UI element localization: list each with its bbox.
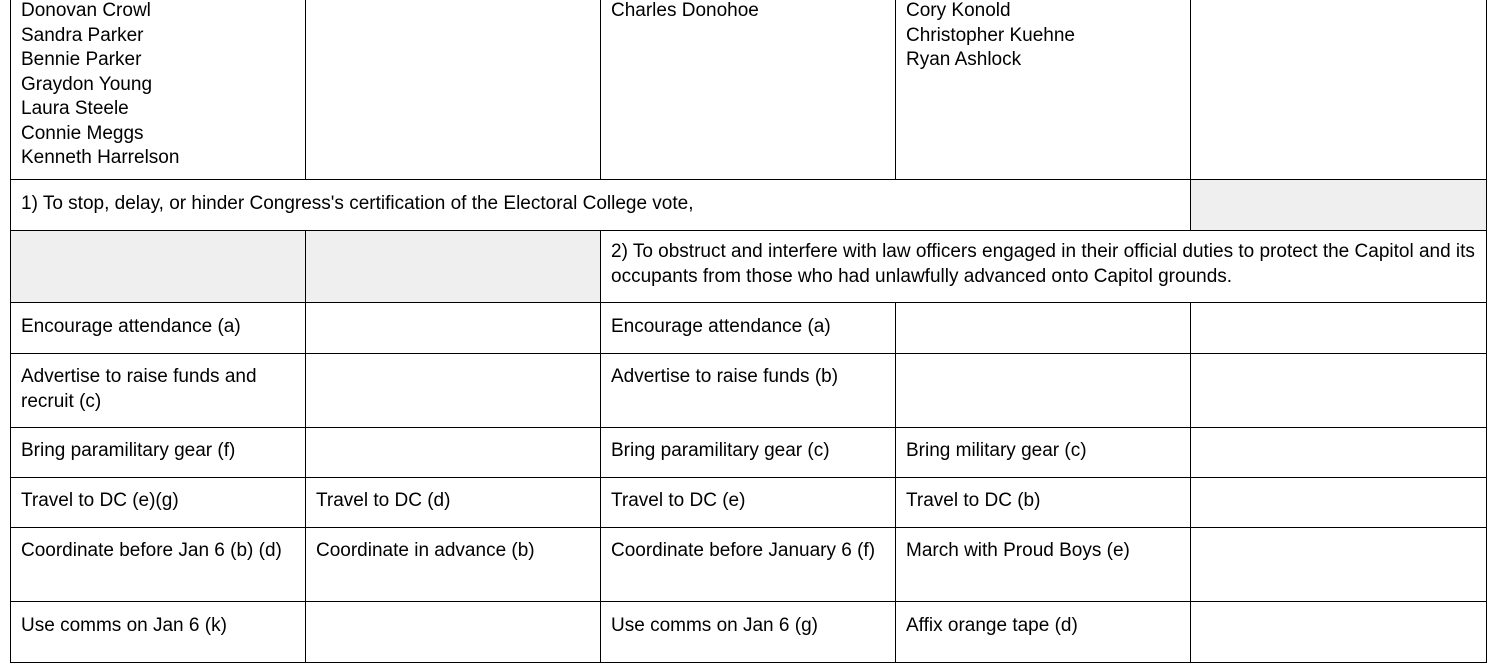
table-cell [1191,354,1487,428]
table-cell: Travel to DC (d) [306,478,601,528]
defendant-name: Bennie Parker [21,49,142,70]
defendant-name: Charles Donohoe [611,0,759,21]
table-cell: Coordinate in advance (b) [306,528,601,602]
table-cell: Bring paramilitary gear (c) [601,428,896,478]
table-cell: Bring paramilitary gear (f) [11,428,306,478]
defendant-name: Laura Steele [21,98,129,119]
table-cell [1191,602,1487,663]
table-row [11,478,1487,528]
defendants-col-5 [1191,0,1487,180]
table-cell: Travel to DC (e) [601,478,896,528]
defendants-col-4 [896,0,1191,180]
objective-1-row [11,180,1487,231]
defendant-name: Connie Meggs [21,122,144,144]
table-row [11,303,1487,354]
table-cell [306,354,601,428]
table-row [11,528,1487,602]
objective-2-text: 2) To obstruct and interfere with law officers engaged in their official duties to protect the Capitol and its occupants from those who had unlawfully advanced onto Capitol grounds. [601,231,1487,303]
table-cell [1191,428,1487,478]
table-cell: Advertise to raise funds (b) [601,354,896,428]
table-cell: Encourage attendance (a) [11,303,306,354]
shaded-cell [1191,180,1487,231]
defendants-row [11,0,1487,180]
table-cell: March with Proud Boys (e) [896,528,1191,602]
objective-1-text: 1) To stop, delay, or hinder Congress's certification of the Electoral College vote, [11,180,1191,231]
table-cell [306,428,601,478]
table-cell [1191,528,1487,602]
table-row [11,354,1487,428]
table-cell [306,303,601,354]
table-cell: Coordinate before Jan 6 (b) (d) [11,528,306,602]
conspiracy-comparison-table [10,0,1487,663]
defendant-name: Sandra Parker [21,24,144,46]
defendants-col-3 [601,0,896,180]
table-cell: Use comms on Jan 6 (k) [11,602,306,663]
table-cell: Advertise to raise funds and recruit (c) [11,354,306,428]
table-cell: Affix orange tape (d) [896,602,1191,663]
defendant-name: Graydon Young [21,73,153,95]
shaded-cell [306,231,601,303]
table-cell: Coordinate before January 6 (f) [601,528,896,602]
table-cell: Use comms on Jan 6 (g) [601,602,896,663]
defendants-col-2 [306,0,601,180]
defendant-name: Cory Konold [906,0,1011,21]
defendant-name: Ryan Ashlock [906,49,1022,70]
table-cell [306,602,601,663]
defendants-col-1 [11,0,306,180]
table-cell [896,303,1191,354]
table-cell: Travel to DC (b) [896,478,1191,528]
table-cell: Travel to DC (e)(g) [11,478,306,528]
table-row [11,428,1487,478]
defendant-name: Kenneth Harrelson [21,147,180,168]
shaded-cell [11,231,306,303]
table-cell [1191,478,1487,528]
table-cell [896,354,1191,428]
table-cell: Encourage attendance (a) [601,303,896,354]
defendant-name: Christopher Kuehne [906,24,1075,46]
defendant-name: Donovan Crowl [21,0,151,21]
table-row [11,602,1487,663]
objective-2-row [11,231,1487,303]
table-cell [1191,303,1487,354]
table-cell: Bring military gear (c) [896,428,1191,478]
